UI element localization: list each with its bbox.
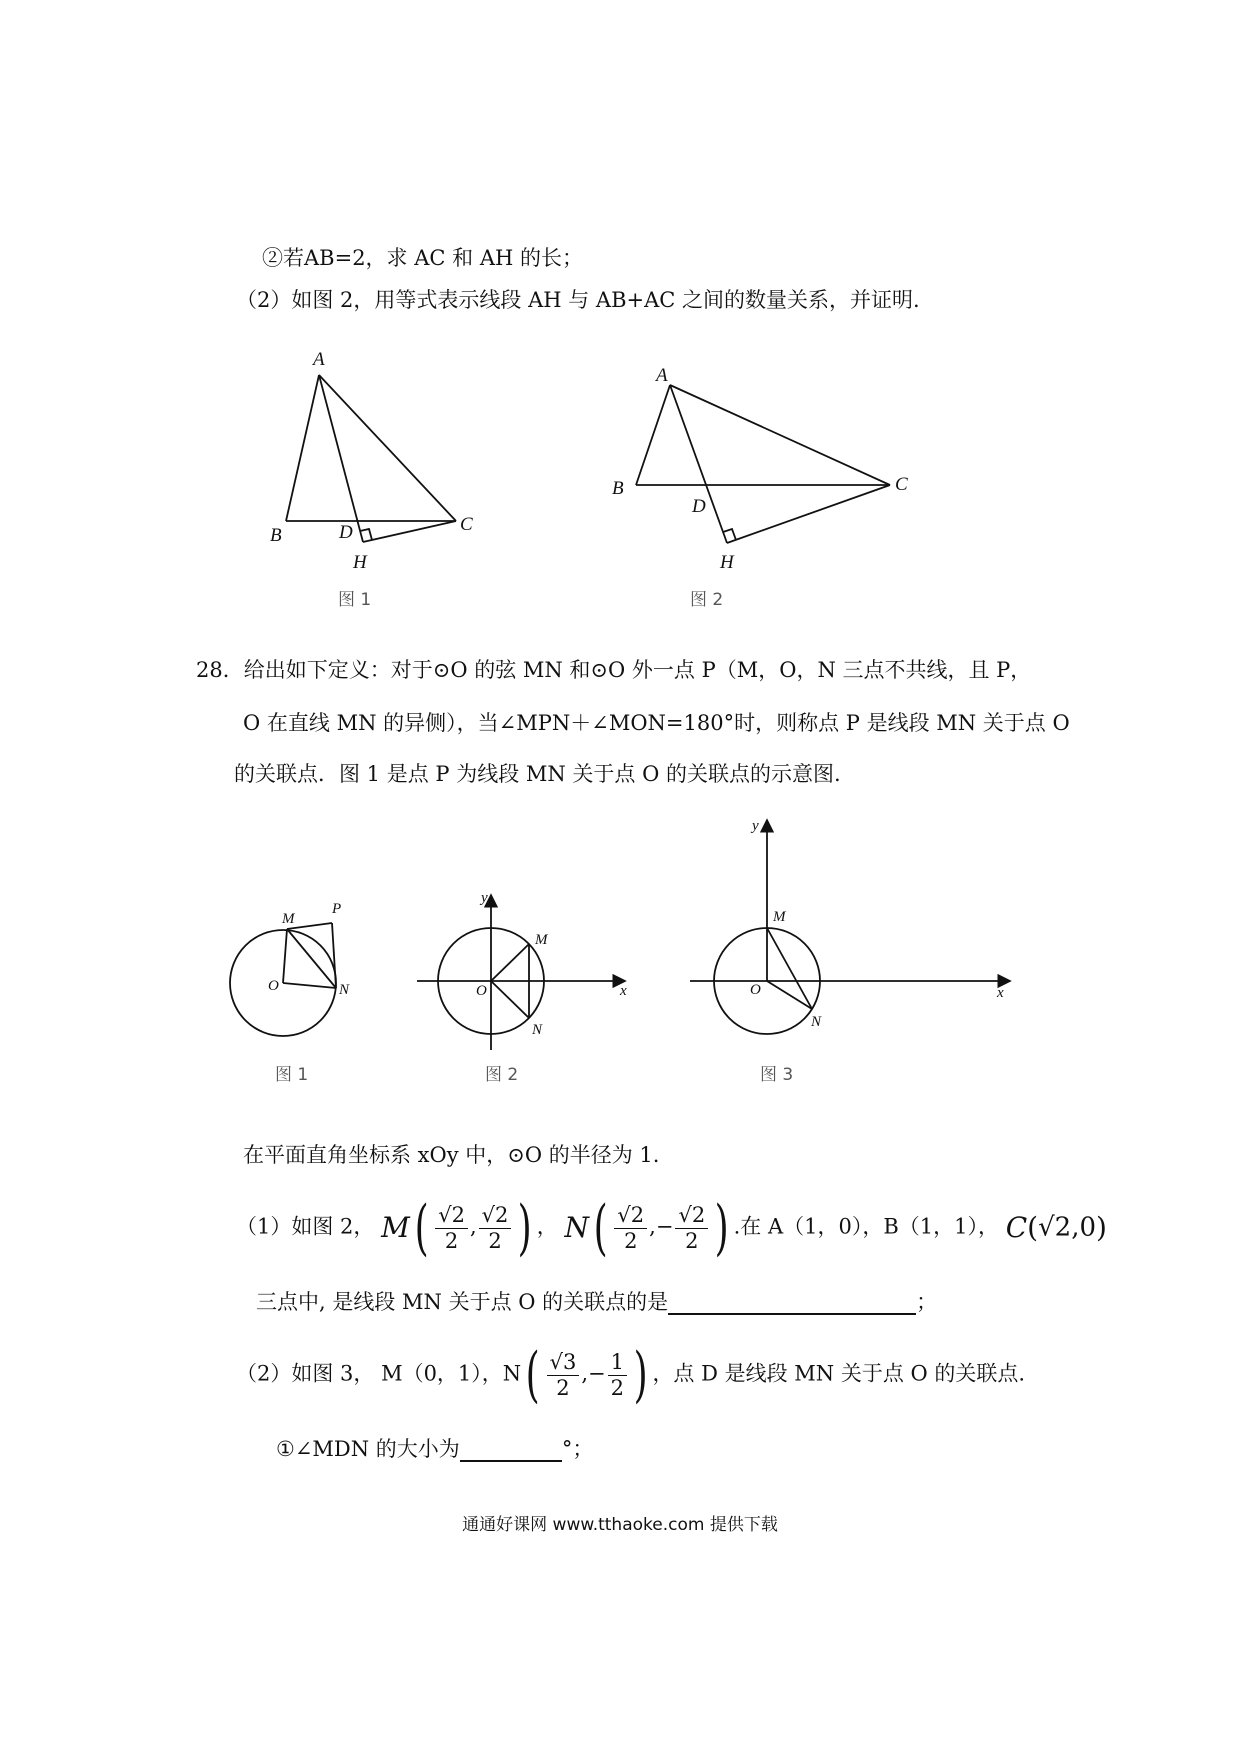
label-b: B bbox=[612, 478, 624, 499]
page-footer: 通通好课网 www.tthaoke.com 提供下载 bbox=[462, 1515, 778, 1535]
label-d: D bbox=[339, 522, 353, 543]
label-n: N bbox=[811, 1014, 822, 1030]
label-n: N bbox=[339, 982, 350, 998]
fraction: $\frac{√2}{2}$ bbox=[614, 1203, 647, 1252]
fraction: $\frac{√2}{2}$ bbox=[435, 1203, 468, 1252]
q28-part2-1: ①∠MDN 的大小为 °； bbox=[276, 1437, 594, 1461]
label-o: O bbox=[268, 978, 279, 994]
label-a: A bbox=[313, 349, 325, 370]
q27-part1-2: ②若AB=2，求 AC 和 AH 的长； bbox=[262, 246, 583, 270]
figure-caption: 图 1 bbox=[275, 1065, 309, 1085]
q28-line2: O 在直线 MN 的异侧），当∠MPN＋∠MON=180°时，则称点 P 是线段 MN 关于点 O bbox=[243, 711, 1070, 735]
figure-caption: 图 2 bbox=[485, 1065, 519, 1085]
triangle-figure-1 bbox=[270, 345, 560, 610]
label-y: y bbox=[481, 890, 488, 906]
circle-figure-3 bbox=[680, 815, 1020, 1100]
figure-caption: 图 3 bbox=[760, 1065, 794, 1085]
triangle-figure-2 bbox=[600, 360, 920, 610]
label-b: B bbox=[270, 525, 282, 546]
q28-line1: 28．给出如下定义：对于⊙O 的弦 MN 和⊙O 外一点 P（M，O，N 三点不共线，且 P， bbox=[196, 658, 1032, 682]
label-o: O bbox=[476, 983, 487, 999]
circle-figure-2 bbox=[405, 880, 645, 1100]
q28-part1-answer: 三点中, 是线段 MN 关于点 O 的关联点的是 ； bbox=[256, 1290, 938, 1314]
fraction: $\frac{1}{2}$ bbox=[608, 1350, 627, 1399]
circle-figure-1 bbox=[220, 890, 380, 1100]
label-y: y bbox=[752, 818, 759, 834]
fraction: $\frac{√3}{2}$ bbox=[547, 1350, 580, 1399]
label-p: P bbox=[332, 901, 342, 917]
answer-blank[interactable] bbox=[668, 1291, 916, 1315]
fraction: $\frac{√2}{2}$ bbox=[479, 1203, 512, 1252]
figure-caption: 图 1 bbox=[338, 590, 372, 610]
label-x: x bbox=[620, 983, 627, 999]
label-c: C bbox=[460, 514, 473, 535]
label-x: x bbox=[997, 985, 1004, 1001]
figure-caption: 图 2 bbox=[690, 590, 724, 610]
fraction: $\frac{√2}{2}$ bbox=[675, 1203, 708, 1252]
label-h: H bbox=[720, 552, 734, 573]
label-m: M bbox=[773, 909, 786, 925]
label-c: C bbox=[895, 474, 908, 495]
label-h: H bbox=[353, 552, 367, 573]
q27-part2: （2）如图 2，用等式表示线段 AH 与 AB+AC 之间的数量关系，并证明. bbox=[236, 288, 920, 312]
label-m: M bbox=[535, 932, 548, 948]
label-a: A bbox=[656, 365, 668, 386]
q28-part1: （1）如图 2， M( $\frac{√2}{2}$ , $\frac{√2}{2}$ ) ， N( $\frac{√2}{2}$ ,− $\frac{√2}{2}$ ) .在 A（1，0），B（1，1）， C(√2,0) bbox=[236, 1193, 1107, 1263]
q28-setup: 在平面直角坐标系 xOy 中，⊙O 的半径为 1. bbox=[243, 1143, 660, 1167]
q28-part2: （2）如图 3， M（0，1），N( $\frac{√3}{2}$ ,− $\frac{1}{2}$ ) ，点 D 是线段 MN 关于点 O 的关联点. bbox=[236, 1340, 1026, 1410]
label-o: O bbox=[750, 982, 761, 998]
answer-blank[interactable] bbox=[460, 1438, 562, 1462]
q28-line3: 的关联点．图 1 是点 P 为线段 MN 关于点 O 的关联点的示意图. bbox=[234, 762, 841, 786]
label-d: D bbox=[692, 496, 706, 517]
label-m: M bbox=[282, 911, 295, 927]
label-n: N bbox=[532, 1022, 543, 1038]
